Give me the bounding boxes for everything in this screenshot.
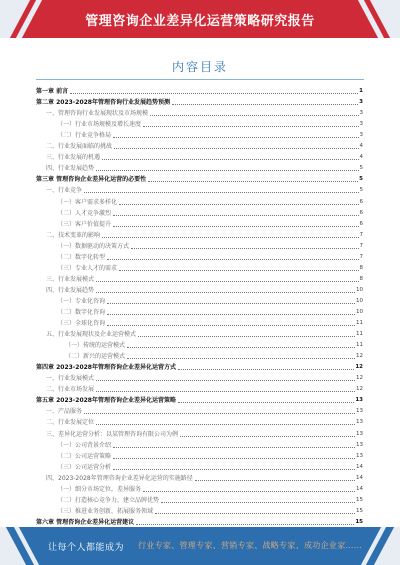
- toc-entry[interactable]: [36, 495, 363, 506]
- toc-entry-text: 一、行业发展模式: [46, 375, 95, 383]
- toc-entry-text: （三）专业人才的需求: [57, 264, 118, 272]
- toc-page-number: 12: [355, 364, 363, 371]
- toc-page-number: 15: [356, 507, 363, 514]
- toc-entry-text: （二）新兴的运营模式: [65, 353, 126, 361]
- page-footer: [0, 527, 400, 565]
- toc-leader-dots: [119, 270, 358, 271]
- toc-entry-text: （一）行业市场规模及增长速度: [57, 121, 142, 129]
- toc-page-number: 4: [359, 154, 363, 161]
- toc-entry-text: （二）人才竞争激烈: [57, 209, 112, 217]
- toc-entry[interactable]: [36, 395, 363, 406]
- toc-entry[interactable]: [36, 230, 363, 241]
- toc-entry[interactable]: [36, 174, 363, 185]
- toc-entry[interactable]: [36, 185, 363, 196]
- footer-slogan: 让每个人都能成为: [48, 543, 125, 553]
- toc-entry[interactable]: [36, 130, 363, 141]
- toc-entry-text: （二）打造核心竞争力，建立品牌优势: [57, 496, 160, 504]
- toc-leader-dots: [113, 137, 358, 138]
- toc-entry[interactable]: [36, 451, 363, 462]
- toc-entry-text: （三）客户价值提升: [57, 220, 112, 228]
- toc-leader-dots: [107, 303, 355, 304]
- toc-leader-dots: [161, 502, 355, 503]
- toc-leader-dots: [113, 458, 355, 459]
- toc-page-number: 14: [356, 485, 363, 492]
- toc-leader-dots: [96, 380, 355, 381]
- toc-leader-dots: [84, 192, 358, 193]
- toc-entry-text: 第五章 2023-2028年管理咨询企业差异化运营策略: [36, 397, 176, 405]
- toc-entry-text: （一）数据驱动的决策方式: [57, 242, 130, 250]
- toc-leader-dots: [150, 115, 358, 116]
- toc-entry-text: 四、行业发展趋势: [46, 165, 95, 173]
- toc-leader-dots: [180, 436, 355, 437]
- toc-page-number: 12: [356, 386, 363, 393]
- toc-entry[interactable]: [36, 406, 363, 417]
- footer-roles: 行业专家、管理专家、营销专家、战略专家、成功企业家……: [138, 541, 363, 550]
- toc-page-number: 15: [356, 496, 363, 503]
- toc-entry-text: 三、差异化运营分析：以某管理咨询有限公司为例: [46, 430, 179, 438]
- toc-entry[interactable]: [36, 318, 363, 329]
- toc-page-number: 3: [359, 121, 363, 128]
- toc-entry-text: 三、行业发展模式: [46, 275, 95, 283]
- toc-leader-dots: [107, 259, 358, 260]
- toc-page-number: 14: [356, 463, 363, 470]
- toc-entry-text: 一、管理咨询行业发展现状及市场规模: [46, 110, 149, 118]
- toc-leader-dots: [143, 491, 355, 492]
- toc-leader-dots: [172, 104, 358, 105]
- toc-entry-text: （一）专业化咨询: [57, 297, 106, 305]
- toc-page-number: 12: [356, 353, 363, 360]
- toc-leader-dots: [178, 402, 354, 403]
- toc-leader-dots: [113, 215, 358, 216]
- toc-entry-text: 四、行业发展趋势: [46, 286, 95, 294]
- report-title: 管理咨询企业差异化运营策略研究报告: [85, 14, 315, 29]
- toc-leader-dots: [113, 447, 355, 448]
- toc-entry-text: 二、技术变革的影响: [46, 231, 101, 239]
- toc-page-number: 6: [359, 198, 363, 205]
- toc-entry[interactable]: [36, 506, 363, 517]
- toc-leader-dots: [96, 170, 358, 171]
- toc-entry-text: （三）全球化咨询: [57, 320, 106, 328]
- toc-page-number: 13: [356, 408, 363, 415]
- toc-leader-dots: [148, 181, 358, 182]
- toc-entry[interactable]: [36, 285, 363, 296]
- toc-entry-text: 第一章 前言: [36, 88, 69, 96]
- toc-page-number: 6: [359, 209, 363, 216]
- toc-leader-dots: [178, 369, 354, 370]
- toc-leader-dots: [107, 314, 355, 315]
- toc-leader-dots: [96, 424, 355, 425]
- toc-leader-dots: [102, 237, 358, 238]
- toc-page-number: 15: [355, 518, 363, 525]
- toc-entry[interactable]: [36, 373, 363, 384]
- toc-entry[interactable]: [36, 263, 363, 274]
- toc-page-number: 1: [359, 88, 363, 95]
- toc-entry-text: （二）数字化咨询: [57, 308, 106, 316]
- toc-entry[interactable]: [36, 329, 363, 340]
- toc-leader-dots: [114, 148, 358, 149]
- toc-page-number: 11: [356, 331, 363, 338]
- toc-leader-dots: [155, 513, 355, 514]
- toc-page-number: 13: [356, 441, 363, 448]
- toc-entry[interactable]: [36, 152, 363, 163]
- toc-page-number: 13: [355, 397, 363, 404]
- toc-leader-dots: [195, 480, 355, 481]
- toc-entry[interactable]: [36, 252, 363, 263]
- toc-entry-text: （三）推进业务创新，拓展服务领域: [57, 507, 154, 515]
- toc-entry[interactable]: [36, 484, 363, 495]
- toc-page-number: 13: [356, 419, 363, 426]
- toc-leader-dots: [84, 413, 355, 414]
- toc-leader-dots: [143, 126, 358, 127]
- toc-page-number: 12: [356, 375, 363, 382]
- toc-entry-text: 四、2023-2028年管理咨询企业差异化运营的实施路径: [46, 474, 193, 482]
- toc-entry[interactable]: [36, 473, 363, 484]
- toc-entry[interactable]: [36, 86, 363, 97]
- toc-title: 内容目录: [171, 60, 228, 74]
- toc-page-number: 14: [356, 474, 363, 481]
- toc-page-number: 10: [356, 286, 363, 293]
- toc-leader-dots: [138, 336, 355, 337]
- toc-entry[interactable]: [36, 208, 363, 219]
- toc-page-number: 11: [356, 320, 363, 327]
- toc-entry[interactable]: [36, 108, 363, 119]
- toc-leader-dots: [113, 226, 358, 227]
- toc-entry-text: 二、行业发展面临的挑战: [46, 143, 113, 151]
- toc-leader-dots: [96, 281, 358, 282]
- toc-entry[interactable]: [36, 384, 363, 395]
- toc-entry[interactable]: [36, 307, 363, 318]
- toc-entry[interactable]: [36, 141, 363, 152]
- toc-page-number: 8: [359, 275, 363, 282]
- toc-entry-text: （一）传统的运营模式: [65, 342, 126, 350]
- toc-page-number: 7: [359, 242, 363, 249]
- toc-entry-text: 三、行业发展的机遇: [46, 154, 101, 162]
- toc-entry-text: 二、行业市场发展: [46, 386, 95, 394]
- toc-entry-text: 第六章 管理咨询企业差异化运营建议: [36, 518, 135, 526]
- toc-page-number: 10: [356, 297, 363, 304]
- toc-entry[interactable]: [36, 163, 363, 174]
- toc-page-number: 6: [359, 220, 363, 227]
- toc-leader-dots: [70, 93, 358, 94]
- toc-divider: [36, 79, 364, 80]
- toc-page-number: 5: [359, 176, 363, 183]
- toc-page-number: 7: [359, 231, 363, 238]
- toc-entry[interactable]: [36, 296, 363, 307]
- toc-entry[interactable]: [36, 362, 363, 373]
- toc-leader-dots: [96, 391, 355, 392]
- toc-entry-text: （三）公司运营分析: [57, 463, 112, 471]
- toc-page-number: 5: [359, 187, 363, 194]
- toc-entry[interactable]: [36, 417, 363, 428]
- toc-page-number: 7: [359, 253, 363, 260]
- toc-entry-text: 一、行业竞争: [46, 187, 83, 195]
- toc-page-number: 10: [356, 308, 363, 315]
- toc-leader-dots: [119, 204, 358, 205]
- toc-entry[interactable]: [36, 119, 363, 130]
- toc-entry-text: （一）细分市场定位，差异服务: [57, 485, 142, 493]
- toc-leader-dots: [136, 524, 354, 525]
- toc-entry-text: （二）数字化转型: [57, 253, 106, 261]
- toc-entry-text: 二、行业发展定位: [46, 419, 95, 427]
- toc-leader-dots: [127, 358, 355, 359]
- page-header: [0, 0, 400, 38]
- toc-entry-text: 第四章 2023-2028年管理咨询企业差异化运营方式: [36, 364, 176, 372]
- toc-leader-dots: [107, 325, 355, 326]
- toc-page-number: 4: [359, 143, 363, 150]
- toc-entry[interactable]: [36, 274, 363, 285]
- toc-entry-text: 第二章 2023-2028年管理咨询行业发展趋势预测: [36, 99, 170, 107]
- toc-leader-dots: [96, 292, 355, 293]
- toc-entry-text: （二）行业竞争格局: [57, 132, 112, 140]
- toc-entry-text: 第三章 管理咨询企业差异化运营的必要性: [36, 176, 147, 184]
- toc-entry-text: 五、行业发展现状及企业运营模式: [46, 331, 137, 339]
- toc-page-number: 8: [359, 264, 363, 271]
- toc-leader-dots: [127, 347, 355, 348]
- toc-entry-text: （一）客户需求多样化: [57, 198, 118, 206]
- toc-entry[interactable]: [36, 462, 363, 473]
- toc-leader-dots: [131, 248, 358, 249]
- toc-page-number: 3: [359, 132, 363, 139]
- toc-entry[interactable]: [36, 219, 363, 230]
- toc-page-number: 3: [359, 110, 363, 117]
- toc-entry-text: 一、产品服务: [46, 408, 83, 416]
- toc-entry[interactable]: [36, 440, 363, 451]
- toc-page-number: 3: [359, 99, 363, 106]
- toc-entry[interactable]: [36, 340, 363, 351]
- toc-entry[interactable]: [36, 97, 363, 108]
- toc-entry[interactable]: [36, 428, 363, 439]
- toc-entry-text: （二）公司运营策略: [57, 452, 112, 460]
- toc-leader-dots: [113, 469, 355, 470]
- table-of-contents: [36, 86, 363, 539]
- toc-page-number: 13: [356, 430, 363, 437]
- toc-page-number: 13: [356, 452, 363, 459]
- toc-page-number: 11: [356, 342, 363, 349]
- toc-leader-dots: [102, 159, 358, 160]
- toc-entry[interactable]: [36, 241, 363, 252]
- toc-entry[interactable]: [36, 351, 363, 362]
- toc-entry[interactable]: [36, 196, 363, 207]
- toc-entry-text: （一）公司背景介绍: [57, 441, 112, 449]
- toc-page-number: 5: [359, 165, 363, 172]
